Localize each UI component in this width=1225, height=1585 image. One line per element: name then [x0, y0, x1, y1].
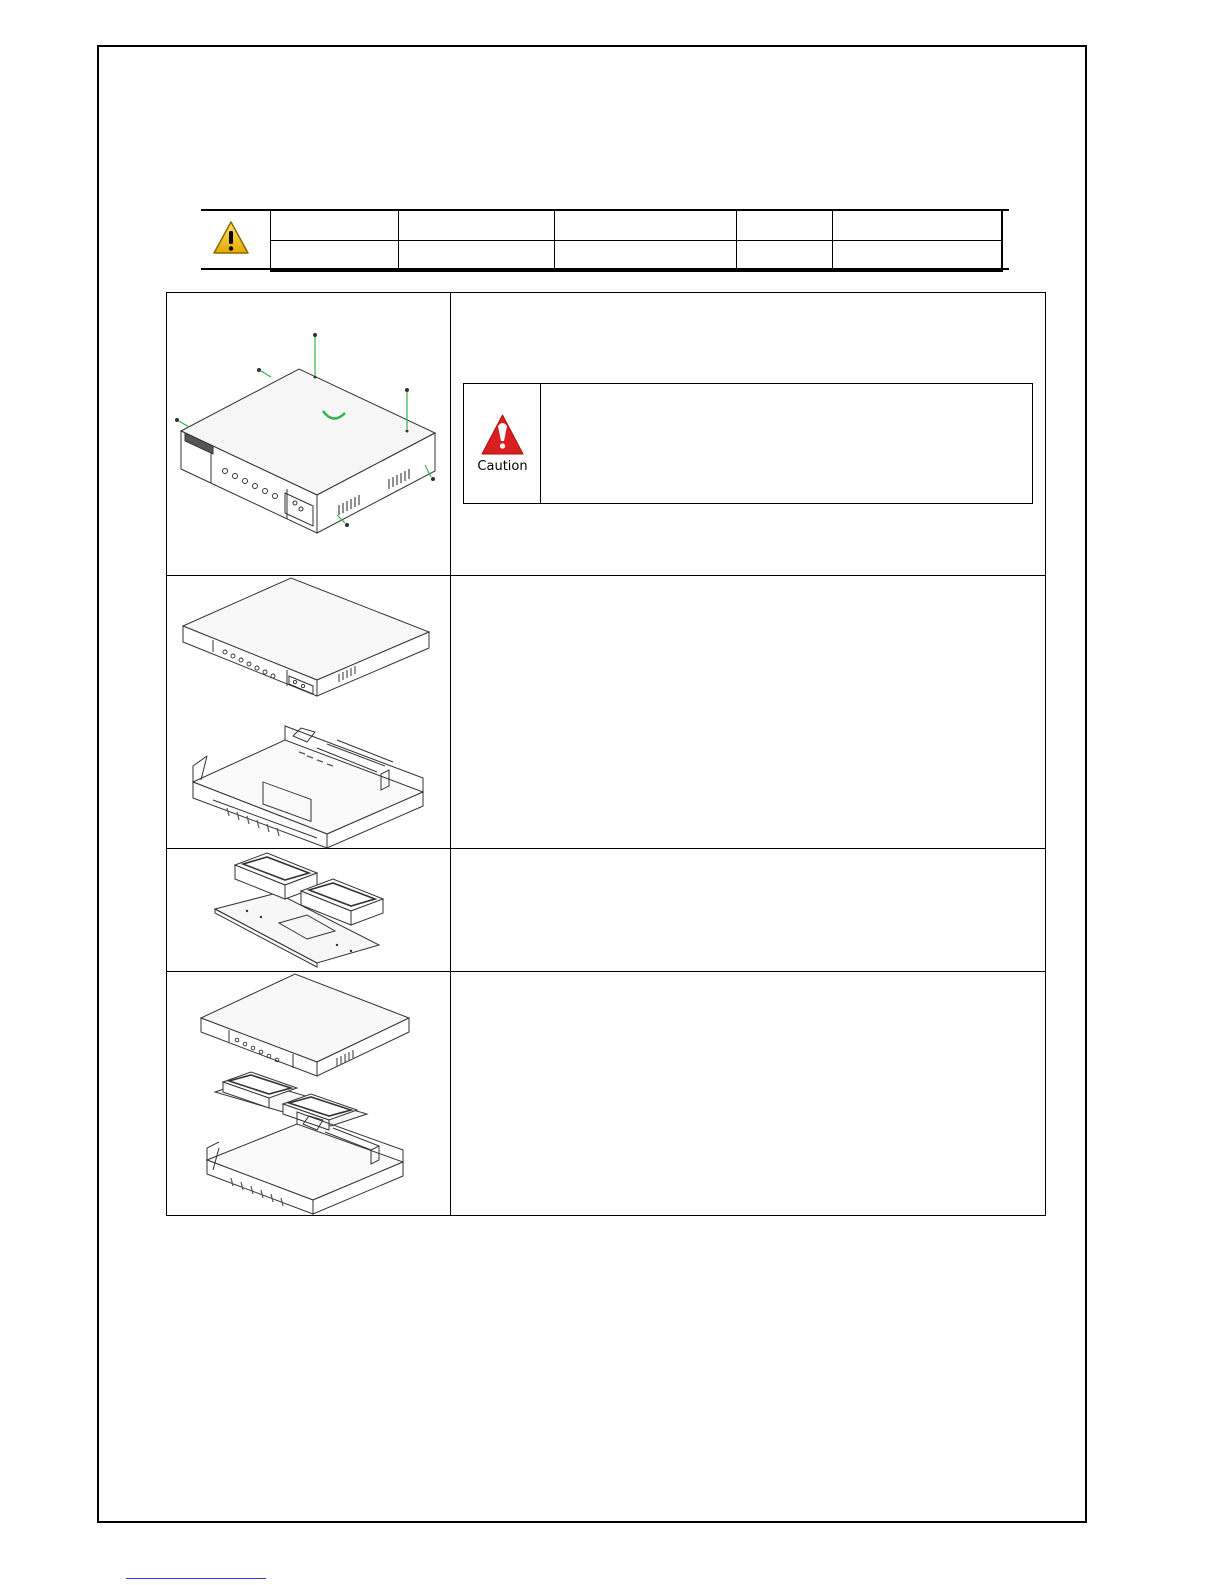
- step-2-text-cell: [452, 576, 1045, 848]
- header-info-table: [270, 210, 1003, 272]
- caution-icon-cell: [464, 384, 541, 503]
- header-cell: [555, 211, 737, 241]
- header-cell: [737, 211, 833, 241]
- step-4-image-cell: [167, 972, 451, 1215]
- header-cell: [555, 241, 737, 272]
- step-2-image-cell: [167, 576, 451, 848]
- header-cell: [271, 241, 399, 272]
- step-1-image-cell: [167, 293, 451, 575]
- caution-box: [463, 383, 1033, 504]
- header-cell: [737, 241, 833, 272]
- dvr-remove-screws-illustration: [167, 293, 451, 576]
- hdd-bracket-illustration: [167, 849, 451, 972]
- dvr-exploded-assembly-illustration: [167, 972, 451, 1215]
- header-cell: [271, 211, 399, 241]
- procedure-row-3: [167, 849, 1045, 972]
- procedure-row-4: [167, 972, 1045, 1215]
- dvr-cover-removed-illustration: [167, 576, 451, 849]
- step-1-text-cell: [452, 293, 1045, 575]
- procedure-row-1: [167, 293, 1045, 576]
- procedure-row-2: [167, 576, 1045, 849]
- header-cell: [399, 241, 555, 272]
- header-cell: [399, 211, 555, 241]
- header-cell: [833, 211, 1003, 241]
- caution-triangle-icon: [464, 384, 541, 504]
- procedure-table: [166, 292, 1046, 1216]
- step-3-text-cell: [452, 849, 1045, 971]
- header-cell: [833, 241, 1003, 272]
- step-4-text-cell: [452, 972, 1045, 1215]
- warning-triangle-icon: [212, 219, 250, 257]
- footer-link-underline: [126, 1578, 266, 1579]
- step-3-image-cell: [167, 849, 451, 971]
- caution-label: Caution: [477, 459, 528, 474]
